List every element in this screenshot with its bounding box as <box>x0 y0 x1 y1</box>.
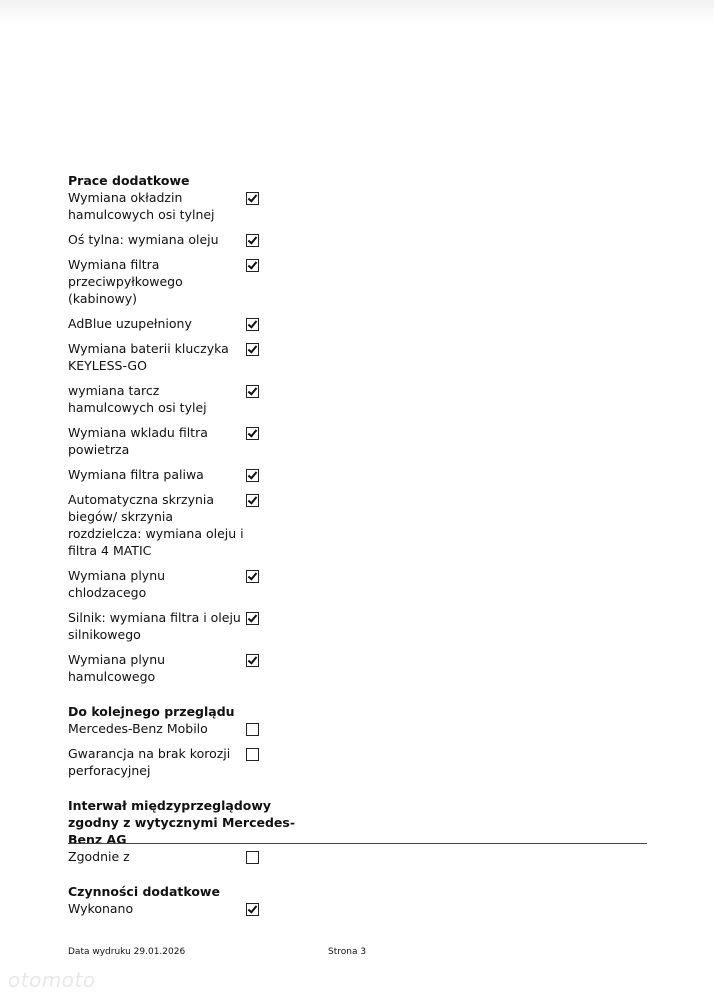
checklist-item-label: Mercedes-Benz Mobilo <box>68 721 208 736</box>
divider-line <box>68 843 647 844</box>
checklist-item <box>68 609 648 643</box>
checklist-item <box>68 900 648 917</box>
checklist-item-label: Silnik: wymiana filtra i oleju silnikowego <box>68 610 241 642</box>
section <box>68 172 648 685</box>
checked-checkbox-icon[interactable] <box>246 427 259 440</box>
checklist-item <box>68 466 648 483</box>
checklist-item <box>68 315 648 332</box>
checklist-item <box>68 651 648 685</box>
checklist-item <box>68 189 648 223</box>
checklist-item <box>68 745 648 779</box>
top-edge-shadow <box>0 0 714 22</box>
section-title: Czynności dodatkowe <box>68 884 220 899</box>
checklist-item-label: AdBlue uzupełniony <box>68 316 192 331</box>
checklist-item-label: Wymiana okładzin hamulcowych osi tylnej <box>68 190 215 222</box>
checklist-item <box>68 720 648 737</box>
checklist-item <box>68 491 648 559</box>
checked-checkbox-icon[interactable] <box>246 318 259 331</box>
section <box>68 797 648 865</box>
document-body <box>68 172 648 935</box>
checklist-item-label: Zgodnie z <box>68 849 130 864</box>
checklist-item-label: Wymiana baterii kluczyka KEYLESS-GO <box>68 341 229 373</box>
section-title: Interwał międzyprzeglądowy zgodny z wytycznymi Mercedes-Benz AG <box>68 798 296 847</box>
checklist-item-label: Automatyczna skrzynia biegów/ skrzynia rozdzielcza: wymiana oleju i filtra 4 MATIC <box>68 492 244 558</box>
checklist-item-label: Oś tylna: wymiana oleju <box>68 232 219 247</box>
checklist-item-label: wymiana tarcz hamulcowych osi tylej <box>68 383 207 415</box>
section-title: Prace dodatkowe <box>68 173 190 188</box>
checklist-item <box>68 567 648 601</box>
checked-checkbox-icon[interactable] <box>246 343 259 356</box>
section <box>68 883 648 917</box>
section-title: Do kolejnego przeglądu <box>68 704 235 719</box>
unchecked-checkbox-icon[interactable] <box>246 723 259 736</box>
checklist-item-label: Wymiana wkladu filtra powietrza <box>68 425 208 457</box>
checked-checkbox-icon[interactable] <box>246 570 259 583</box>
checklist-item-label: Wymiana filtra przeciwpyłkowego (kabinowy) <box>68 257 183 306</box>
checklist-item <box>68 382 648 416</box>
print-date: Data wydruku 29.01.2026 <box>68 947 186 957</box>
checked-checkbox-icon[interactable] <box>246 469 259 482</box>
checked-checkbox-icon[interactable] <box>246 654 259 667</box>
checklist-item <box>68 848 648 865</box>
checklist-item-label: Gwarancja na brak korozji perforacyjnej <box>68 746 231 778</box>
checked-checkbox-icon[interactable] <box>246 192 259 205</box>
checked-checkbox-icon[interactable] <box>246 494 259 507</box>
checked-checkbox-icon[interactable] <box>246 259 259 272</box>
checked-checkbox-icon[interactable] <box>246 612 259 625</box>
checklist-item <box>68 424 648 458</box>
checklist-item-label: Wymiana filtra paliwa <box>68 467 204 482</box>
checklist-item <box>68 340 648 374</box>
checklist-item-label: Wymiana plynu chlodzacego <box>68 568 166 600</box>
checked-checkbox-icon[interactable] <box>246 385 259 398</box>
checked-checkbox-icon[interactable] <box>246 903 259 916</box>
checklist-item <box>68 256 648 307</box>
unchecked-checkbox-icon[interactable] <box>246 748 259 761</box>
checked-checkbox-icon[interactable] <box>246 234 259 247</box>
section <box>68 703 648 779</box>
page-number: Strona 3 <box>328 947 367 957</box>
checklist-item <box>68 231 648 248</box>
checklist-item-label: Wykonano <box>68 901 134 916</box>
checklist-item-label: Wymiana plynu hamulcowego <box>68 652 166 684</box>
unchecked-checkbox-icon[interactable] <box>246 851 259 864</box>
watermark-logo: otomoto <box>8 968 96 992</box>
